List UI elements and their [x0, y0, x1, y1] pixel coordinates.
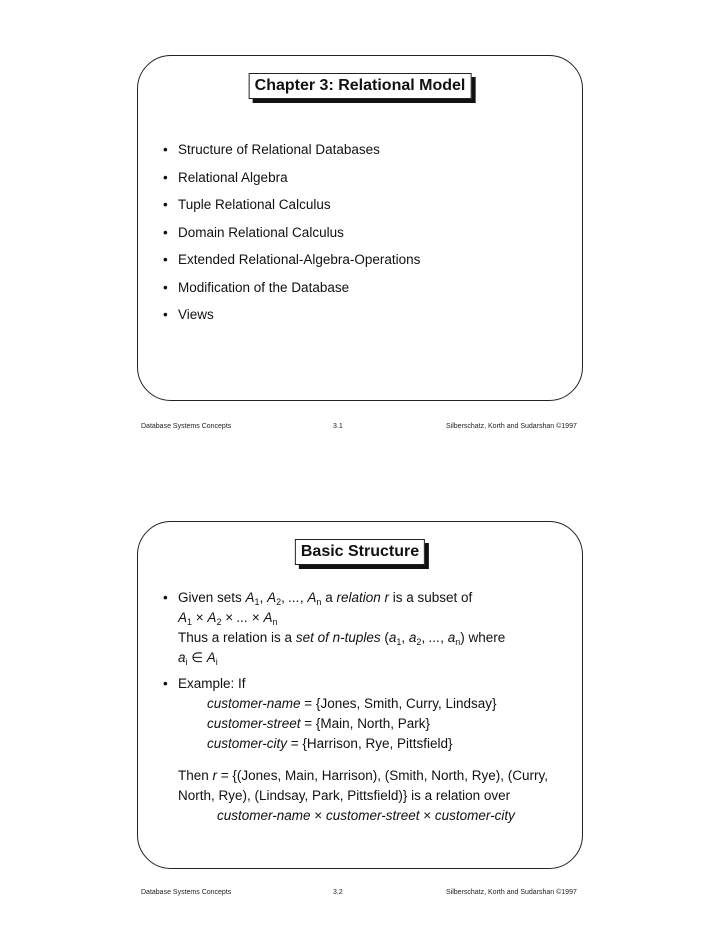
- slide-1: [137, 55, 583, 401]
- customer-street-set: customer-street = {Main, North, Park}: [207, 716, 430, 731]
- list-item: • Views: [163, 306, 420, 323]
- list-item: • Modification of the Database: [163, 279, 420, 296]
- slide-title: Chapter 3: Relational Model: [249, 73, 472, 99]
- example-sets: [163, 694, 573, 754]
- list-item: • Structure of Relational Databases: [163, 141, 420, 158]
- definition-paragraph: • Given sets $A_1$, $A_2$, ..., $A_n$ a relation r is a subset of $A_1 \times A_2$ × ... × $A_n$ Thus a relation is a set of n-tuples ($a_1$, $a_2$, ..., $a_n$) where $a_i$ ∈ $A_i$: [163, 588, 573, 668]
- slide-title: Basic Structure: [295, 539, 425, 565]
- relation-paragraph: Then r = {(Jones, Main, Harrison), (Smith, North, Rye), (Curry, North, Rye), (Lindsay, Park, Pittsfield)} is a relation over customer-name × customer-street × customer-city: [178, 768, 548, 823]
- footer-left: Database Systems Concepts: [141, 423, 232, 430]
- bullet-list: [163, 141, 420, 334]
- example-paragraph: • Example: If: [163, 674, 573, 694]
- relation-domains: customer-name × customer-street × customer-city: [217, 808, 515, 823]
- list-item: • Extended Relational-Algebra-Operations: [163, 251, 420, 268]
- footer-page-number: 3.2: [333, 889, 343, 896]
- footer-page-number: 3.1: [333, 423, 343, 430]
- list-item: • Tuple Relational Calculus: [163, 196, 420, 213]
- footer-right: Silberschatz, Korth and Sudarshan ©1997: [446, 889, 577, 896]
- customer-city-set: customer-city = {Harrison, Rye, Pittsfield}: [207, 736, 453, 751]
- slide-body: [163, 588, 573, 826]
- slide-2: [137, 521, 583, 869]
- footer-right: Silberschatz, Korth and Sudarshan ©1997: [446, 423, 577, 430]
- customer-name-set: customer-name = {Jones, Smith, Curry, Lindsay}: [207, 696, 497, 711]
- list-item: • Relational Algebra: [163, 169, 420, 186]
- list-item: • Domain Relational Calculus: [163, 224, 420, 241]
- footer-left: Database Systems Concepts: [141, 889, 232, 896]
